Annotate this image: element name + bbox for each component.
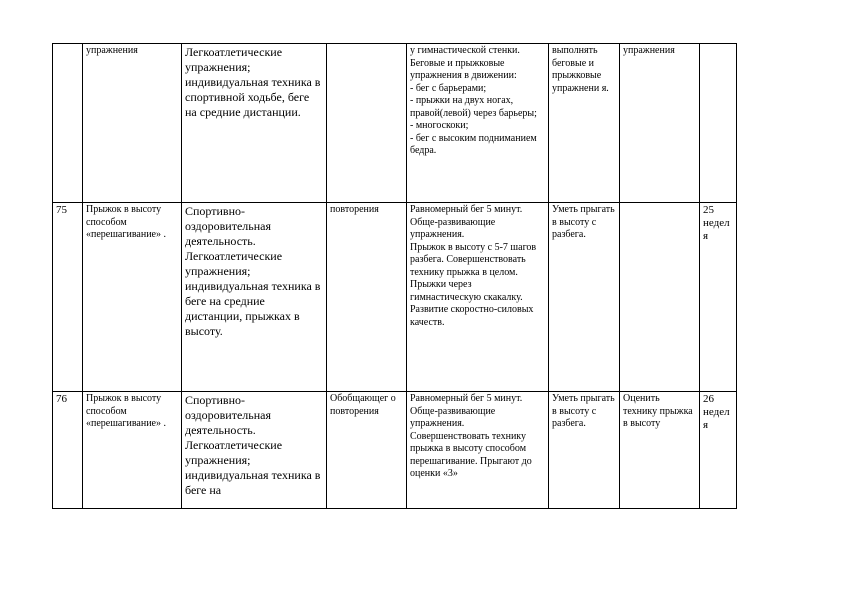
lesson-control	[620, 203, 700, 392]
lesson-type: Обобщающег о повторения	[327, 392, 407, 509]
lesson-content: Легкоатлетические упражнения; индивидуальная техника в спортивной ходьбе, беге на средние дистанции.	[182, 44, 327, 203]
lesson-requirements: выполнять беговые и прыжковые упражнени я.	[549, 44, 620, 203]
lesson-activities: Равномерный бег 5 минут. Обще-развивающие упражнения. Совершенствовать технику прыжка в высоту способом перешагивание. Прыгают до оценки «3»	[407, 392, 549, 509]
lesson-week: 26 недел я	[700, 392, 737, 509]
table-row	[53, 392, 737, 509]
lesson-control: Оценить технику прыжка в высоту	[620, 392, 700, 509]
table-row	[53, 44, 737, 203]
lesson-week	[700, 44, 737, 203]
lesson-number	[53, 44, 83, 203]
lesson-number: 76	[53, 392, 83, 509]
lesson-topic: Прыжок в высоту способом «перешагивание» .	[83, 203, 182, 392]
lesson-topic: упражнения	[83, 44, 182, 203]
lesson-type: повторения	[327, 203, 407, 392]
lesson-type	[327, 44, 407, 203]
lesson-activities: у гимнастической стенки. Беговые и прыжковые упражнения в движении: - бег с барьерами; - прыжки на двух ногах, правой(левой) через барьеры; - многоскоки; - бег с высоким подниманием бедра.	[407, 44, 549, 203]
lesson-requirements: Уметь прыгать в высоту с разбега.	[549, 392, 620, 509]
lesson-content: Спортивно-оздоровительная деятельность. Легкоатлетические упражнения; индивидуальная техника в беге на	[182, 392, 327, 509]
lesson-number: 75	[53, 203, 83, 392]
lesson-week: 25 недел я	[700, 203, 737, 392]
lesson-content: Спортивно-оздоровительная деятельность. Легкоатлетические упражнения; индивидуальная техника в беге на средние дистанции, прыжках в высоту.	[182, 203, 327, 392]
lesson-activities: Равномерный бег 5 минут. Обще-развивающие упражнения. Прыжок в высоту с 5-7 шагов разбега. Совершенствовать технику прыжка в целом. Прыжки через гимнастическую скакалку. Развитие скоростно-силовых качеств.	[407, 203, 549, 392]
lesson-control: упражнения	[620, 44, 700, 203]
lesson-plan-table	[52, 43, 737, 509]
lesson-requirements: Уметь прыгать в высоту с разбега.	[549, 203, 620, 392]
lesson-topic: Прыжок в высоту способом «перешагивание» .	[83, 392, 182, 509]
table-row	[53, 203, 737, 392]
